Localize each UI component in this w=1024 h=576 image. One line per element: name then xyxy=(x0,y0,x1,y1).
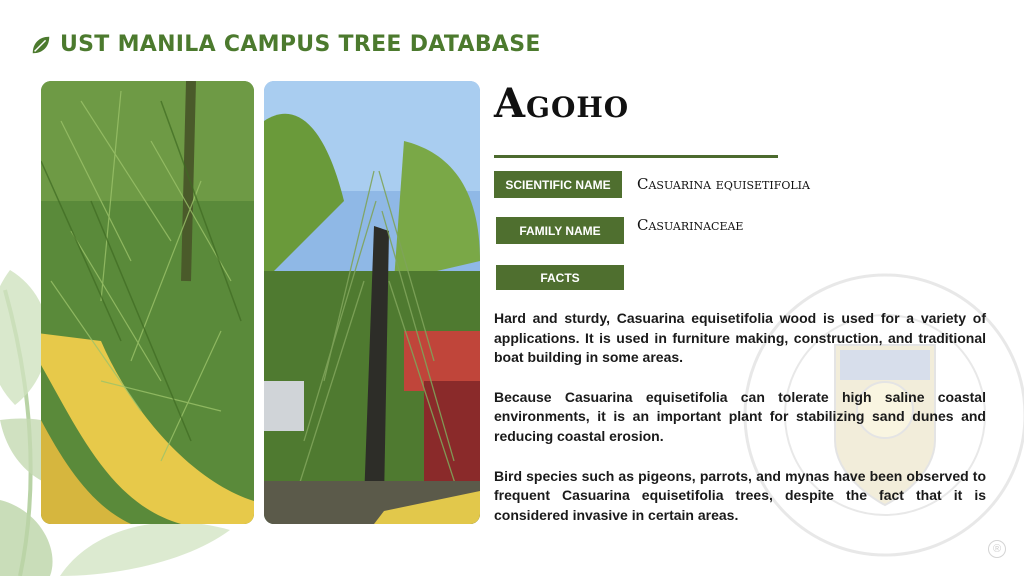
fact-paragraph: Bird species such as pigeons, parrots, and mynas have been observed to frequent Casuarina equisetifolia trees, despite the fact that it is considered invasive in certain areas. xyxy=(494,467,986,523)
facts-label: FACTS xyxy=(496,265,624,290)
scientific-name-value: Casuarina equisetifolia xyxy=(637,175,810,193)
leaf-icon xyxy=(30,34,52,56)
scientific-name-label: SCIENTIFIC NAME xyxy=(494,171,622,198)
fact-paragraph: Hard and sturdy, Casuarina equisetifolia wood is used for a variety of applications. It is used in furniture making, construction, and traditional boat building in some areas. xyxy=(494,310,986,366)
family-name-value: Casuarinaceae xyxy=(637,216,744,234)
family-name-label: FAMILY NAME xyxy=(496,217,624,244)
fact-paragraph: Because Casuarina equisetifolia can tolerate high saline coastal environments, it is an important plant for stabilizing sand dunes and reducing coastal erosion. xyxy=(494,388,986,444)
facts-text xyxy=(494,309,986,545)
tree-photo-full xyxy=(264,81,480,524)
title-underline xyxy=(494,155,778,158)
tree-common-name: Agoho xyxy=(494,80,630,127)
page-title: UST MANILA CAMPUS TREE DATABASE xyxy=(60,32,541,57)
header xyxy=(30,32,541,57)
tree-photo-closeup xyxy=(41,81,254,524)
registered-mark-icon: ® xyxy=(988,540,1006,558)
